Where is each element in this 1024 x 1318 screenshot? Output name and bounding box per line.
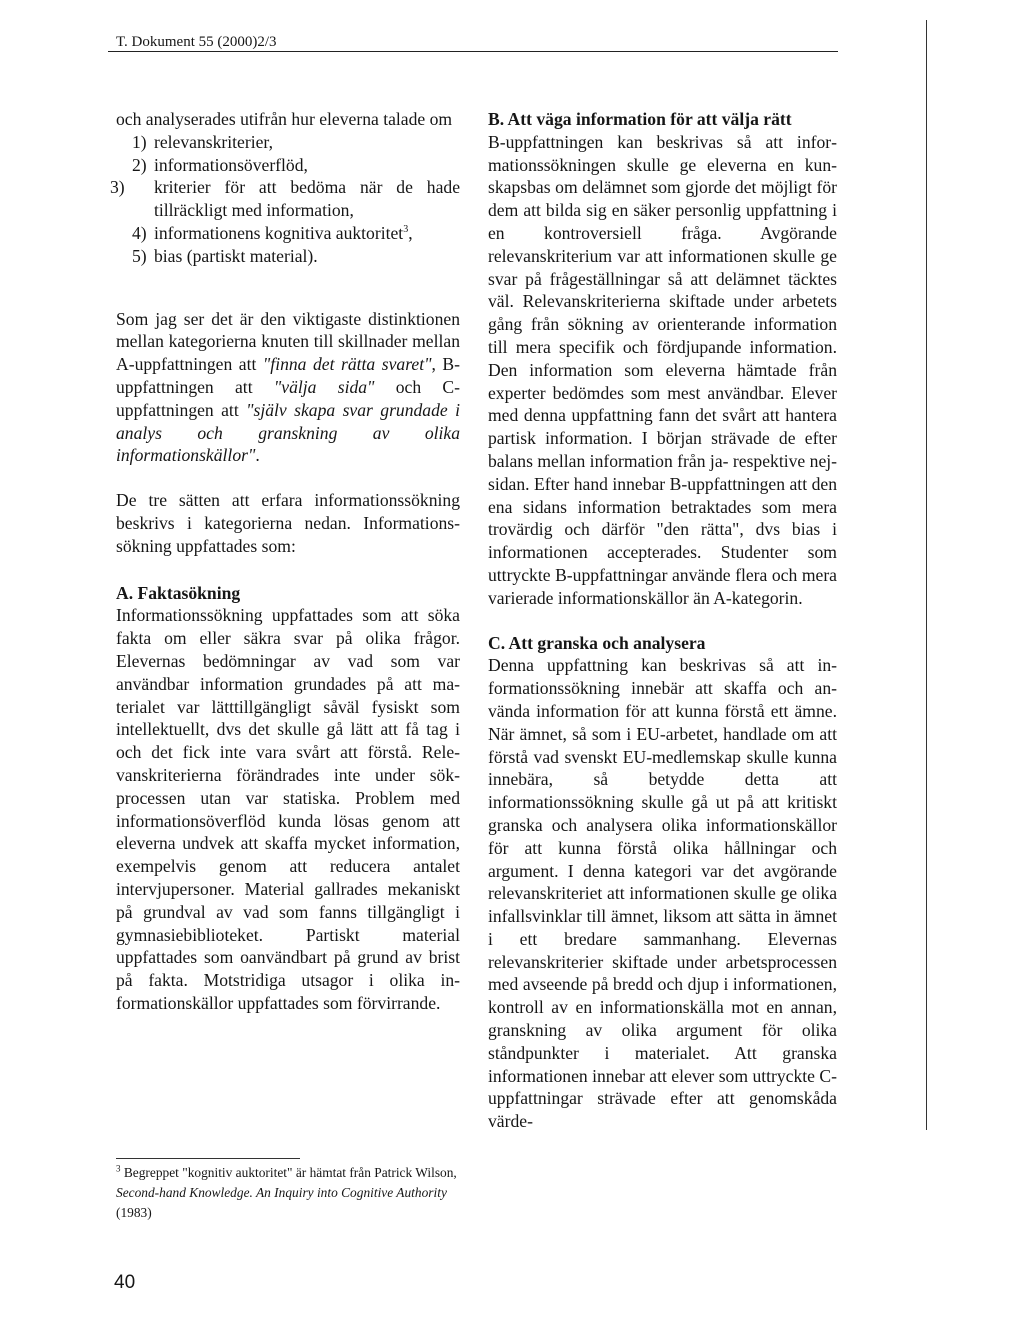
section-a-heading: A. Faktasökning: [116, 582, 241, 603]
section-c-body: Denna uppfattning kan beskrivas så att informationssökning innebär att skaffa och använda information för att kunna förstå ett ämne. När ämnet, så som i EU-arbetet, handlade om att förstå vad svenskt EU-medlemskap skulle kunna innebära, så betydde detta att informationssökning skulle gå ut på att kritiskt granska och analysera olika informationskällor för att kunna förstå olika hållningar och argument. I denna kategori var det avgörande relevanskriteriet att informationen skulle ge olika infallsvinklar till ämnet, liksom att sätta in ämnet i ett bredare sammanhang. Elevernas relevanskriterier skiftade under arbetsprocessen med avseende på bredd och djup i informationen, kontroll av en informationskälla mot en annan, granskning av olika argument för olika ståndpunkter i materialet. Att granska informationen innebar att elever som uttryckte C-uppfattningar strävade efter att genomskåda värde-: [488, 655, 837, 1132]
section-b-heading: B. Att väga information för att välja rätt: [488, 109, 792, 129]
footnote-rule: [116, 1158, 300, 1159]
footnote: $^3$ Begreppet "kognitiv auktoritet" är hämtat från Patrick Wilson, Second-hand Knowledge. An Inquiry into Cognitive Authority (1983): [116, 1163, 457, 1220]
section-c: [488, 632, 837, 1134]
footnote-ref: 3: [403, 224, 409, 236]
section-c-heading: C. Att granska och analysera: [488, 632, 706, 653]
list-item: 1) relevanskriterier,: [132, 131, 273, 152]
criteria-list: [110, 131, 460, 268]
left-column: [110, 108, 461, 1015]
section-b: [488, 108, 837, 610]
margin-rule: [926, 20, 927, 1130]
distinction-paragraph: Som jag ser det är den viktigaste distinktionen mellan kategorierna knuten till skillnader mellan A-uppfattningen att "finna det rätta svaret", B-uppfattningen att "välja sida" och C-uppfattningen att "själv skapa svar grundade i analys och granskning av olika informationskällor".: [116, 308, 461, 466]
right-column: [488, 108, 837, 1133]
list-item: 4) informationens kognitiva auktoritet$^3$,: [132, 222, 413, 243]
section-a-body: Informationssökning uppfattades som att söka fakta om eller säkra svar på olika frågor. Elevernas bedömningar av vad som var användbar information grundades på att materialet var lätttillgängligt såväl fysiskt som intellektuellt, dvs det skulle gå lätt att få tag i och det fick inte vara svårt att förstå. Relevanskriterierna förändrades inte under sökprocessen utan var statiska. Problem med informationsöverflöd kunda lösas genom att eleverna undvek att skaffa mycket information, exempelvis genom att reducera antalet intervjupersoner. Material gallrades mekaniskt på grundval av vad som fanns tillgängligt i gymnasiebiblioteket. Partiskt material uppfattades som oanvändbart på grund av brist på fakta. Motstridiga utsagor i olika informationskällor uppfattades som förvirrande.: [116, 605, 460, 1013]
intro-paragraph: och analyserades utifrån hur eleverna talade om: [116, 109, 453, 129]
list-item: 2) informationsöverflöd,: [132, 154, 308, 175]
header-rule: [108, 51, 838, 52]
list-item: 5) bias (partiskt material).: [132, 245, 318, 266]
section-b-body: B-uppfattningen kan beskrivas så att informationssökningen skulle ge eleverna en kunskapsbas om delämnet som gjorde det möjligt för dem att bilda sig en säker personlig uppfattning i en kontroversiell fråga. Avgörande relevanskriterium var att informationen skulle ge svar på frågeställningar så att delämnet täcktes väl. Relevanskriterierna skiftade under arbetets gång från sökning av orienterande information till mera specifik och fördjupande information. Den information som eleverna hämtade från experter bedömdes som mest användbar. Elever med denna uppfattning fann det svårt att hantera partisk information. I början strävade de efter balans mellan information från ja- respektive nej-sidan. Efter hand innebar B-uppfattningen att den ena sidans information betraktades som mera trovärdig och därför "den rätta", dvs bias i informationen accepterades. Studenter som uttryckte B-uppfattningar använde flera och mera varierade informationskällor än A-kategorin.: [488, 131, 837, 608]
section-a: [116, 582, 460, 1015]
list-item: 3) kriterier för att bedöma när de hade tillräckligt med information,: [110, 177, 460, 221]
page-number: 40: [114, 1272, 136, 1293]
categories-paragraph: De tre sätten att erfara informationssökning beskrivs i kategorierna nedan. Informationssökning uppfattades som:: [116, 490, 460, 556]
running-header: T. Dokument 55 (2000)2/3: [116, 34, 277, 50]
